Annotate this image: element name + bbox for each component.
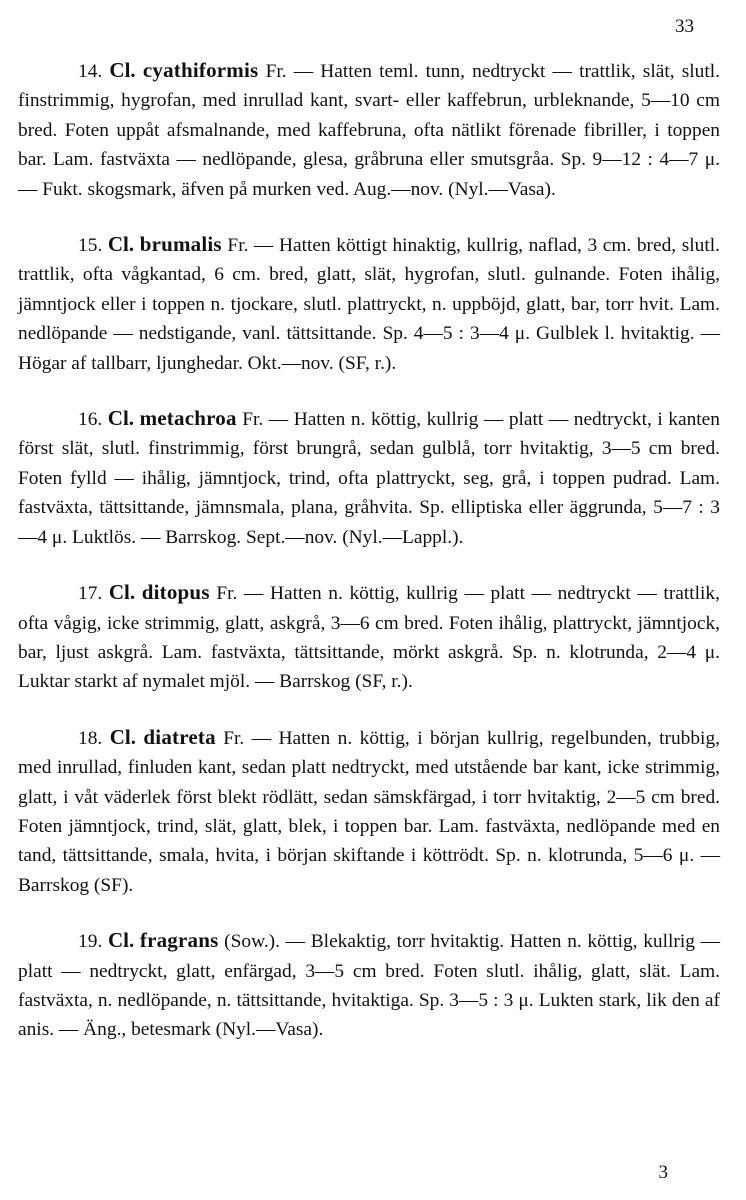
species-entries <box>18 56 720 1071</box>
species-name: cyathiformis <box>142 58 259 82</box>
entry-number: 16. <box>78 409 103 431</box>
genus-abbrev: Cl. <box>107 406 135 431</box>
entry-number: 17. <box>78 583 103 605</box>
species-name: metachroa <box>139 406 237 431</box>
genus-abbrev: Cl. <box>109 58 136 82</box>
genus-abbrev: Cl. <box>109 724 136 749</box>
entry-description: Fr. — Hatten n. köttig, i början kullrig, regelbunden, trubbig, med inrullad, finluden kant, sedan platt nedtryckt, med utstående bar kant, icke strimmig, glatt, i våt väderlek först blekt rödlätt, sedan sämskfärgad, i torr hvitaktig, 2—5 cm bred. Foten jämntjock, trind, slät, glatt, blek, i toppen bar. Lam. fastväxta, nedlöpande med en tand, tättsittande, smala, hvita, i början skiftande i köttrödt. Sp. n. klotrunda, 5—6 μ. — Barrskog (SF). <box>18 727 720 896</box>
species-entry <box>18 723 720 900</box>
species-entry <box>18 230 720 378</box>
entry-number: 15. <box>78 235 103 257</box>
entry-description: Fr. — Hatten teml. tunn, nedtryckt — trattlik, slät, slutl. finstrimmig, hygrofan, med inrullad kant, svart- eller kaffebrun, urbleknande, 5—10 cm bred. Foten uppåt afsmalnande, med kaffebruna, ofta nätlikt förenade fibriller, i toppen bar. Lam. fastväxta — nedlöpande, glesa, gråbruna eller smutsgråa. Sp. 9—12 : 4—7 μ. — Fukt. skogsmark, äfven på murken ved. Aug.—nov. (Nyl.—Vasa). <box>18 61 720 200</box>
signature-mark: 3 <box>658 1162 668 1183</box>
species-entry <box>18 926 720 1045</box>
species-name: fragrans <box>139 928 219 953</box>
species-name: ditopus <box>141 580 210 605</box>
species-name: brumalis <box>139 232 222 257</box>
entry-number: 18. <box>78 727 103 749</box>
species-entry <box>18 56 720 204</box>
genus-abbrev: Cl. <box>107 232 135 257</box>
entry-description: Fr. — Hatten n. köttig, kullrig — platt — nedtryckt — trattlik, ofta vågig, icke strimmig, glatt, askgrå, 3—6 cm bred. Foten ihålig, plattryckt, jämntjock, bar, ljust askgrå. Lam. fastväxta, tättsittande, mörkt askgrå. Sp. n. klotrunda, 2—4 μ. Luktar starkt af nymalet mjöl. — Barrskog (SF, r.). <box>18 583 720 693</box>
genus-abbrev: Cl. <box>107 928 135 953</box>
species-entry <box>18 404 720 552</box>
species-entry <box>18 578 720 697</box>
genus-abbrev: Cl. <box>108 580 136 605</box>
species-name: diatreta <box>143 724 216 749</box>
entry-number: 14. <box>78 61 103 82</box>
entry-number: 19. <box>78 931 103 953</box>
entry-description: Fr. — Hatten köttigt hinaktig, kullrig, naflad, 3 cm. bred, slutl. trattlik, ofta vågkantad, 6 cm. bred, glatt, slät, hygrofan, slutl. gulnande. Foten ihålig, jämntjock eller i toppen n. tjockare, slutl. plattryckt, n. uppböjd, glatt, bar, torr hvit. Lam. nedlöpande — nedstigande, vanl. tättsittande. Sp. 4—5 : 3—4 μ. Gulblek l. hvitaktig. — Högar af tallbarr, ljunghedar. Okt.—nov. (SF, r.). <box>18 235 720 374</box>
entry-description: Fr. — Hatten n. köttig, kullrig — platt — nedtryckt, i kanten först slät, slutl. finstrimmig, först brungrå, sedan gulblå, torr hvitaktig, 3—5 cm bred. Foten fylld — ihålig, jämntjock, trind, ofta plattryckt, seg, grå, i toppen pudrad. Lam. fastväxta, tättsittande, jämnsmala, plana, gråhvita. Sp. elliptiska eller äggrunda, 5—7 : 3—4 μ. Luktlös. — Barrskog. Sept.—nov. (Nyl.—Lappl.). <box>18 409 720 548</box>
page-number: 33 <box>675 16 694 37</box>
entry-description: (Sow.). — Blekaktig, torr hvitaktig. Hatten n. köttig, kullrig — platt — nedtryckt, glatt, enfärgad, 3—5 cm bred. Foten slutl. ihålig, glatt, slät. Lam. fastväxta, n. nedlöpande, n. tättsittande, hvitaktiga. Sp. 3—5 : 3 μ. Lukten stark, lik den af anis. — Äng., betesmark (Nyl.—Vasa). <box>18 931 720 1041</box>
